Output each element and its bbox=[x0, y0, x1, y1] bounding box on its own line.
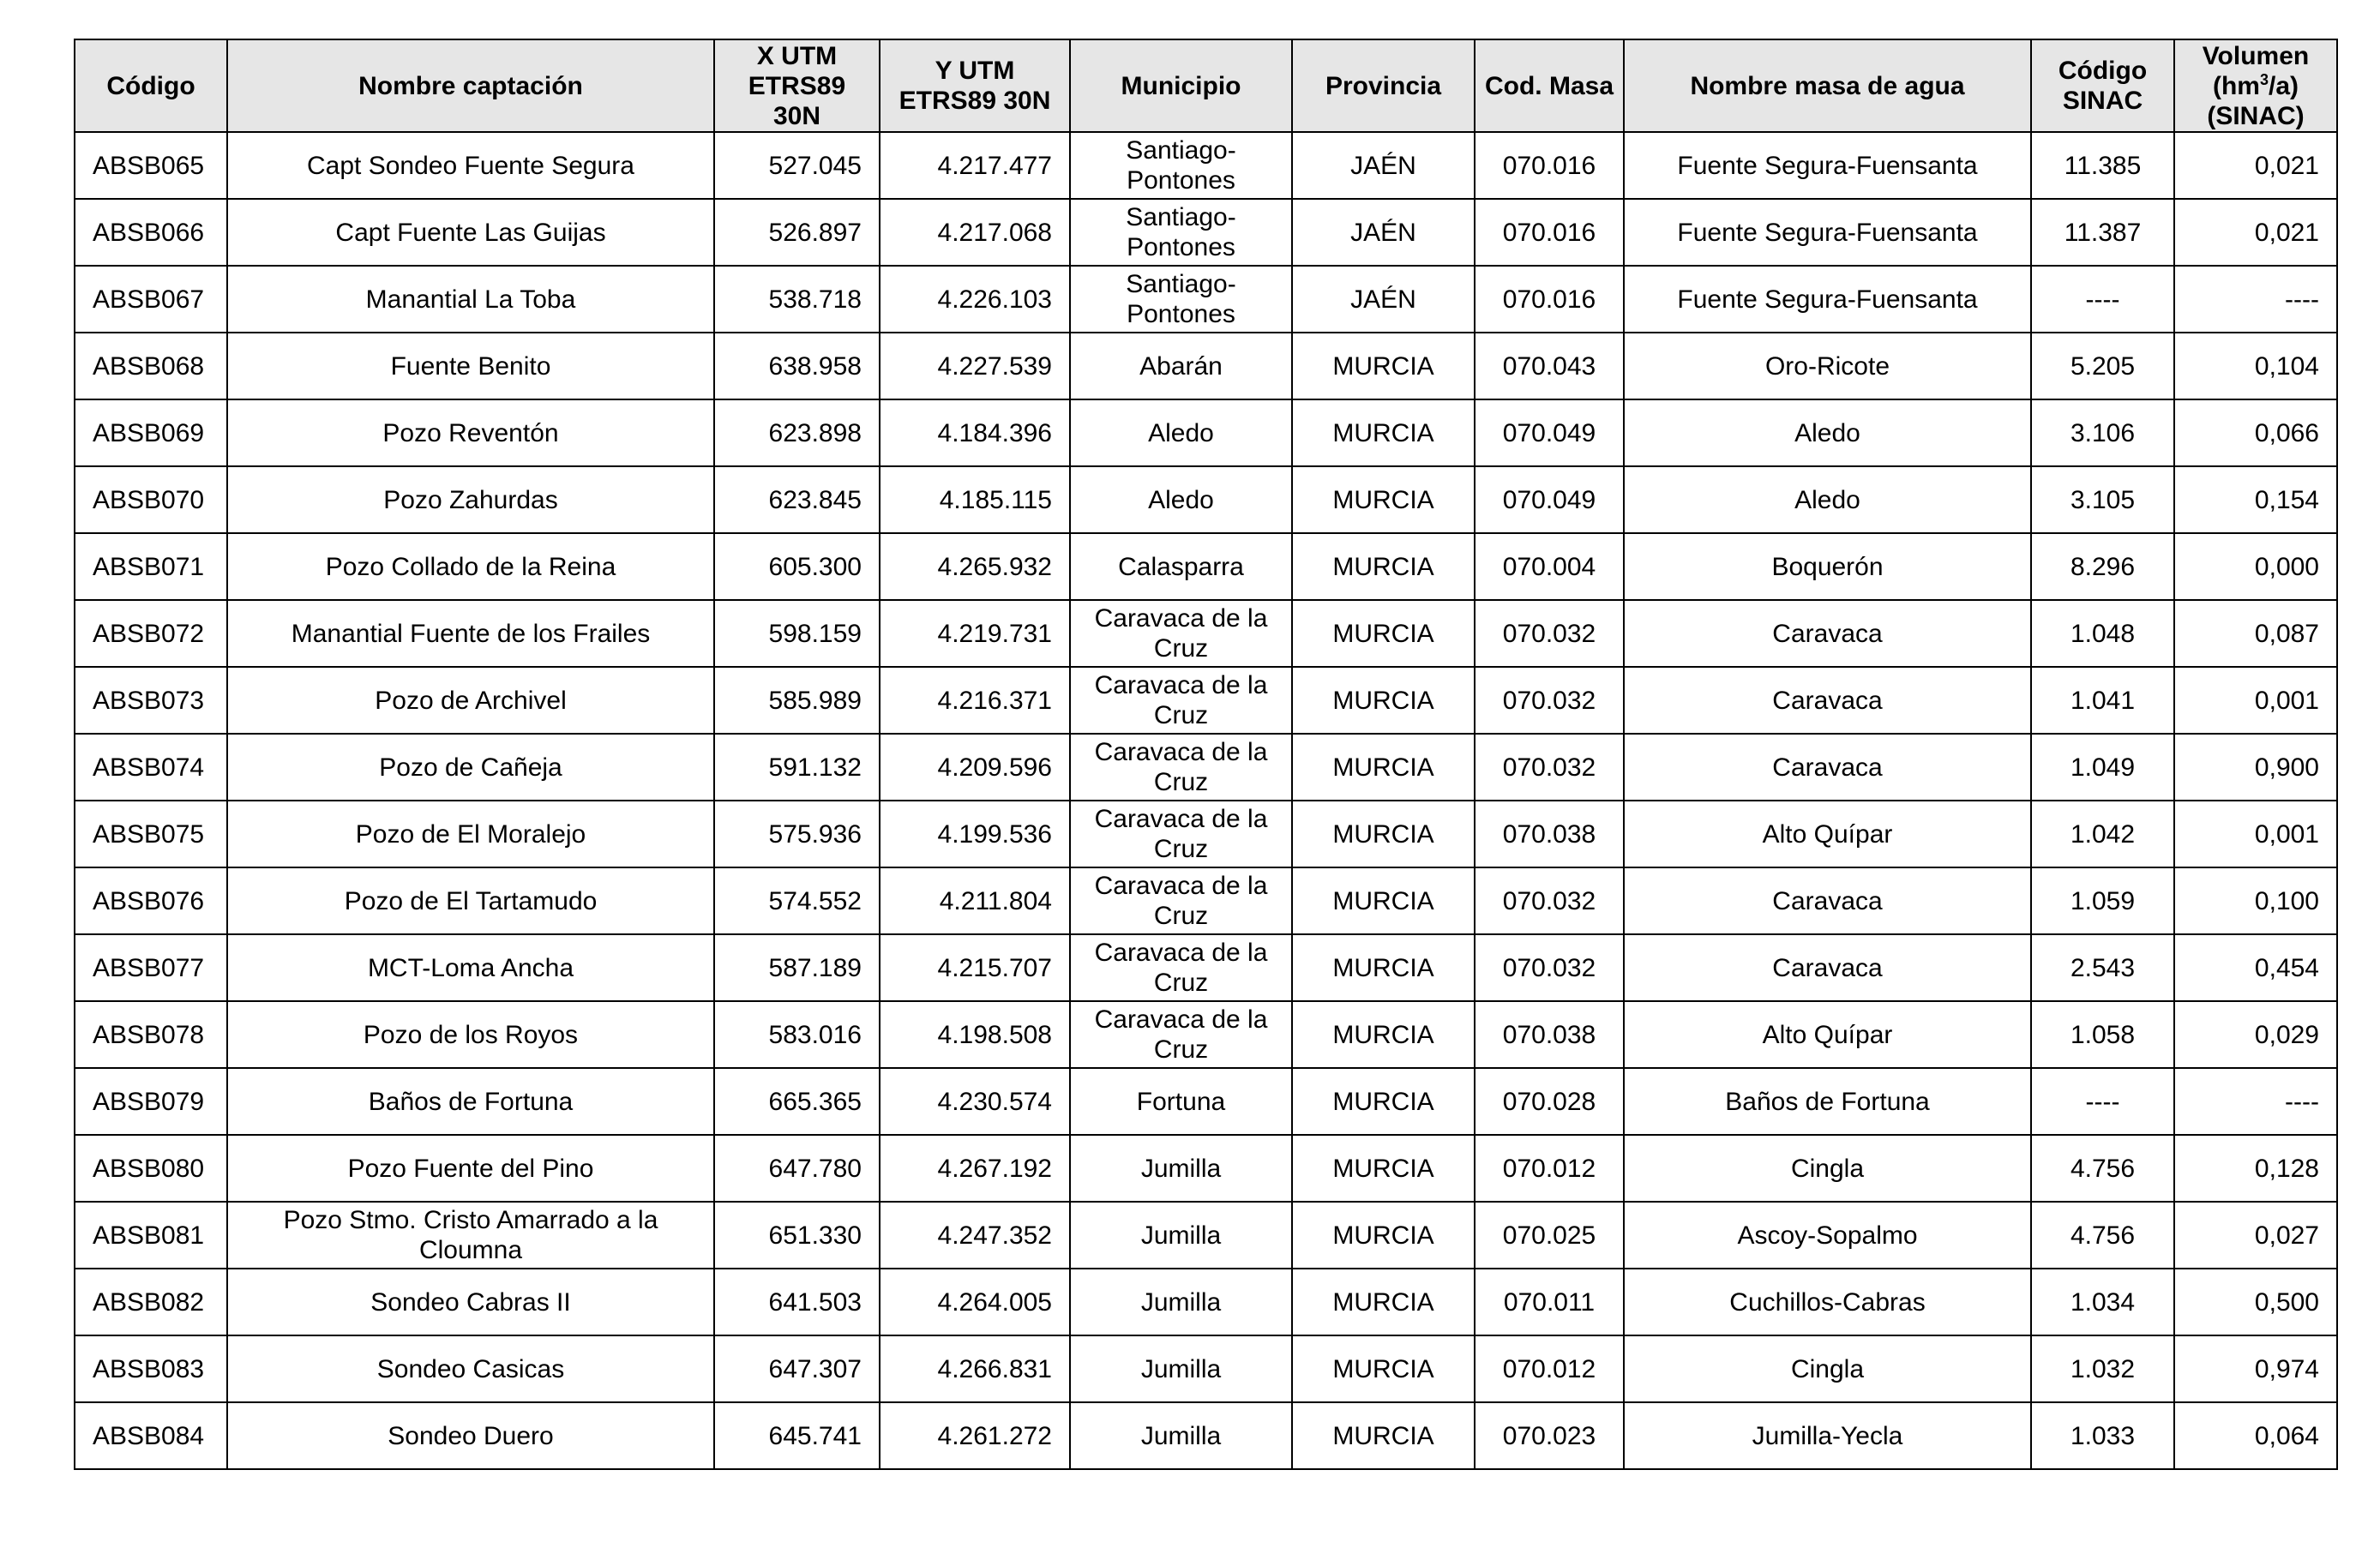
cell-codigo: ABSB077 bbox=[75, 934, 227, 1001]
cell-codigo-sinac: 1.034 bbox=[2031, 1269, 2174, 1335]
cell-nombre-masa: Cuchillos-Cabras bbox=[1624, 1269, 2031, 1335]
cell-y-utm: 4.217.068 bbox=[880, 199, 1070, 266]
cell-codigo-sinac: 11.387 bbox=[2031, 199, 2174, 266]
cell-volumen: ---- bbox=[2174, 1068, 2337, 1135]
cell-x-utm: 591.132 bbox=[714, 734, 880, 801]
cell-codigo: ABSB076 bbox=[75, 867, 227, 934]
cell-y-utm: 4.215.707 bbox=[880, 934, 1070, 1001]
table-row bbox=[75, 1335, 2337, 1402]
cell-volumen: 0,066 bbox=[2174, 399, 2337, 466]
cell-nombre-captacion: Capt Fuente Las Guijas bbox=[227, 199, 714, 266]
cell-volumen: 0,021 bbox=[2174, 132, 2337, 199]
cell-provincia: MURCIA bbox=[1292, 399, 1475, 466]
table-row bbox=[75, 399, 2337, 466]
cell-codigo: ABSB071 bbox=[75, 533, 227, 600]
cell-volumen: 0,154 bbox=[2174, 466, 2337, 533]
cell-y-utm: 4.226.103 bbox=[880, 266, 1070, 333]
cell-volumen: 0,087 bbox=[2174, 600, 2337, 667]
cell-cod-masa: 070.032 bbox=[1475, 600, 1624, 667]
cell-nombre-masa: Ascoy-Sopalmo bbox=[1624, 1202, 2031, 1269]
cell-provincia: MURCIA bbox=[1292, 667, 1475, 734]
cell-provincia: MURCIA bbox=[1292, 1269, 1475, 1335]
cell-cod-masa: 070.049 bbox=[1475, 399, 1624, 466]
cell-municipio: Aledo bbox=[1070, 466, 1292, 533]
cell-nombre-captacion: Sondeo Cabras II bbox=[227, 1269, 714, 1335]
cell-cod-masa: 070.032 bbox=[1475, 867, 1624, 934]
cell-cod-masa: 070.016 bbox=[1475, 132, 1624, 199]
cell-y-utm: 4.264.005 bbox=[880, 1269, 1070, 1335]
cell-codigo: ABSB075 bbox=[75, 801, 227, 867]
header-volumen-post: /a) (SINAC) bbox=[2207, 71, 2305, 130]
cell-nombre-masa: Boquerón bbox=[1624, 533, 2031, 600]
cell-municipio: Caravaca de la Cruz bbox=[1070, 801, 1292, 867]
cell-x-utm: 585.989 bbox=[714, 667, 880, 734]
cell-nombre-captacion: Pozo Zahurdas bbox=[227, 466, 714, 533]
cell-nombre-masa: Caravaca bbox=[1624, 667, 2031, 734]
cell-municipio: Santiago-Pontones bbox=[1070, 266, 1292, 333]
table-header bbox=[75, 39, 2337, 132]
cell-y-utm: 4.185.115 bbox=[880, 466, 1070, 533]
header-codigo-sinac: Código SINAC bbox=[2031, 39, 2174, 132]
header-row bbox=[75, 39, 2337, 132]
cell-codigo: ABSB070 bbox=[75, 466, 227, 533]
cell-codigo: ABSB069 bbox=[75, 399, 227, 466]
cell-nombre-masa: Caravaca bbox=[1624, 600, 2031, 667]
cell-nombre-masa: Caravaca bbox=[1624, 867, 2031, 934]
cell-nombre-masa: Cingla bbox=[1624, 1135, 2031, 1202]
table-row bbox=[75, 266, 2337, 333]
cell-nombre-captacion: Sondeo Duero bbox=[227, 1402, 714, 1469]
cell-x-utm: 527.045 bbox=[714, 132, 880, 199]
cell-nombre-masa: Baños de Fortuna bbox=[1624, 1068, 2031, 1135]
table-row bbox=[75, 801, 2337, 867]
cell-municipio: Caravaca de la Cruz bbox=[1070, 667, 1292, 734]
cell-provincia: MURCIA bbox=[1292, 1202, 1475, 1269]
cell-codigo-sinac: 11.385 bbox=[2031, 132, 2174, 199]
cell-municipio: Santiago-Pontones bbox=[1070, 199, 1292, 266]
header-x-utm: X UTM ETRS89 30N bbox=[714, 39, 880, 132]
cell-codigo: ABSB072 bbox=[75, 600, 227, 667]
cell-y-utm: 4.227.539 bbox=[880, 333, 1070, 399]
cell-volumen: 0,027 bbox=[2174, 1202, 2337, 1269]
cell-municipio: Jumilla bbox=[1070, 1402, 1292, 1469]
cell-y-utm: 4.219.731 bbox=[880, 600, 1070, 667]
cell-codigo-sinac: 1.033 bbox=[2031, 1402, 2174, 1469]
cell-provincia: MURCIA bbox=[1292, 1001, 1475, 1068]
table-row bbox=[75, 600, 2337, 667]
cell-volumen: 0,454 bbox=[2174, 934, 2337, 1001]
cell-nombre-captacion: Pozo Fuente del Pino bbox=[227, 1135, 714, 1202]
cell-codigo-sinac: ---- bbox=[2031, 266, 2174, 333]
cell-codigo: ABSB066 bbox=[75, 199, 227, 266]
cell-x-utm: 638.958 bbox=[714, 333, 880, 399]
cell-volumen: 0,001 bbox=[2174, 667, 2337, 734]
cell-codigo: ABSB067 bbox=[75, 266, 227, 333]
cell-x-utm: 538.718 bbox=[714, 266, 880, 333]
cell-codigo-sinac: 2.543 bbox=[2031, 934, 2174, 1001]
cell-y-utm: 4.198.508 bbox=[880, 1001, 1070, 1068]
cell-y-utm: 4.199.536 bbox=[880, 801, 1070, 867]
cell-cod-masa: 070.032 bbox=[1475, 934, 1624, 1001]
cell-nombre-captacion: Pozo de los Royos bbox=[227, 1001, 714, 1068]
cell-volumen: 0,064 bbox=[2174, 1402, 2337, 1469]
cell-volumen: 0,000 bbox=[2174, 533, 2337, 600]
cell-x-utm: 574.552 bbox=[714, 867, 880, 934]
cell-provincia: MURCIA bbox=[1292, 466, 1475, 533]
cell-codigo-sinac: 4.756 bbox=[2031, 1202, 2174, 1269]
cell-municipio: Caravaca de la Cruz bbox=[1070, 934, 1292, 1001]
cell-codigo-sinac: 5.205 bbox=[2031, 333, 2174, 399]
cell-nombre-masa: Jumilla-Yecla bbox=[1624, 1402, 2031, 1469]
cell-provincia: MURCIA bbox=[1292, 934, 1475, 1001]
cell-nombre-captacion: Pozo Stmo. Cristo Amarrado a la Cloumna bbox=[227, 1202, 714, 1269]
cell-nombre-captacion: Pozo de El Tartamudo bbox=[227, 867, 714, 934]
table-row bbox=[75, 1001, 2337, 1068]
cell-municipio: Jumilla bbox=[1070, 1335, 1292, 1402]
cell-cod-masa: 070.032 bbox=[1475, 667, 1624, 734]
cell-provincia: MURCIA bbox=[1292, 1068, 1475, 1135]
cell-codigo-sinac: 3.105 bbox=[2031, 466, 2174, 533]
cell-codigo: ABSB080 bbox=[75, 1135, 227, 1202]
cell-provincia: MURCIA bbox=[1292, 333, 1475, 399]
cell-nombre-masa: Alto Quípar bbox=[1624, 1001, 2031, 1068]
cell-x-utm: 647.307 bbox=[714, 1335, 880, 1402]
cell-codigo-sinac: 1.042 bbox=[2031, 801, 2174, 867]
cell-nombre-masa: Oro-Ricote bbox=[1624, 333, 2031, 399]
cell-codigo-sinac: 8.296 bbox=[2031, 533, 2174, 600]
cell-municipio: Calasparra bbox=[1070, 533, 1292, 600]
cell-cod-masa: 070.016 bbox=[1475, 199, 1624, 266]
table-row bbox=[75, 667, 2337, 734]
cell-nombre-masa: Aledo bbox=[1624, 399, 2031, 466]
captaciones-table bbox=[74, 39, 2338, 1470]
cell-x-utm: 575.936 bbox=[714, 801, 880, 867]
cell-nombre-masa: Fuente Segura-Fuensanta bbox=[1624, 132, 2031, 199]
cell-volumen: 0,974 bbox=[2174, 1335, 2337, 1402]
cell-codigo-sinac: 1.048 bbox=[2031, 600, 2174, 667]
cell-x-utm: 641.503 bbox=[714, 1269, 880, 1335]
cell-y-utm: 4.247.352 bbox=[880, 1202, 1070, 1269]
table-row bbox=[75, 934, 2337, 1001]
cell-nombre-captacion: Capt Sondeo Fuente Segura bbox=[227, 132, 714, 199]
cell-municipio: Jumilla bbox=[1070, 1135, 1292, 1202]
cell-nombre-captacion: Pozo de El Moralejo bbox=[227, 801, 714, 867]
cell-volumen: 0,500 bbox=[2174, 1269, 2337, 1335]
cell-municipio: Aledo bbox=[1070, 399, 1292, 466]
cell-provincia: MURCIA bbox=[1292, 734, 1475, 801]
cell-nombre-captacion: Pozo Reventón bbox=[227, 399, 714, 466]
cell-cod-masa: 070.038 bbox=[1475, 1001, 1624, 1068]
cell-municipio: Caravaca de la Cruz bbox=[1070, 1001, 1292, 1068]
cell-codigo-sinac: 1.059 bbox=[2031, 867, 2174, 934]
table-row bbox=[75, 132, 2337, 199]
table-row bbox=[75, 1402, 2337, 1469]
cell-y-utm: 4.230.574 bbox=[880, 1068, 1070, 1135]
cell-cod-masa: 070.028 bbox=[1475, 1068, 1624, 1135]
cell-y-utm: 4.266.831 bbox=[880, 1335, 1070, 1402]
cell-x-utm: 651.330 bbox=[714, 1202, 880, 1269]
cell-x-utm: 583.016 bbox=[714, 1001, 880, 1068]
cell-codigo-sinac: 1.032 bbox=[2031, 1335, 2174, 1402]
header-codigo: Código bbox=[75, 39, 227, 132]
cell-nombre-masa: Caravaca bbox=[1624, 734, 2031, 801]
header-nombre-captacion: Nombre captación bbox=[227, 39, 714, 132]
cell-cod-masa: 070.016 bbox=[1475, 266, 1624, 333]
cell-codigo-sinac: 4.756 bbox=[2031, 1135, 2174, 1202]
cell-codigo: ABSB081 bbox=[75, 1202, 227, 1269]
cell-nombre-masa: Fuente Segura-Fuensanta bbox=[1624, 266, 2031, 333]
header-y-utm: Y UTM ETRS89 30N bbox=[880, 39, 1070, 132]
table-row bbox=[75, 1269, 2337, 1335]
cell-x-utm: 526.897 bbox=[714, 199, 880, 266]
cell-provincia: MURCIA bbox=[1292, 533, 1475, 600]
header-provincia: Provincia bbox=[1292, 39, 1475, 132]
cell-municipio: Jumilla bbox=[1070, 1269, 1292, 1335]
cell-volumen: 0,001 bbox=[2174, 801, 2337, 867]
cell-municipio: Santiago-Pontones bbox=[1070, 132, 1292, 199]
cell-volumen: 0,029 bbox=[2174, 1001, 2337, 1068]
cell-y-utm: 4.184.396 bbox=[880, 399, 1070, 466]
cell-cod-masa: 070.011 bbox=[1475, 1269, 1624, 1335]
cell-volumen: 0,104 bbox=[2174, 333, 2337, 399]
cell-codigo-sinac: 3.106 bbox=[2031, 399, 2174, 466]
header-cod-masa: Cod. Masa bbox=[1475, 39, 1624, 132]
cell-codigo: ABSB065 bbox=[75, 132, 227, 199]
cell-volumen: ---- bbox=[2174, 266, 2337, 333]
cell-x-utm: 623.898 bbox=[714, 399, 880, 466]
cell-nombre-captacion: Manantial La Toba bbox=[227, 266, 714, 333]
cell-nombre-captacion: Pozo de Cañeja bbox=[227, 734, 714, 801]
cell-municipio: Caravaca de la Cruz bbox=[1070, 867, 1292, 934]
table-body bbox=[75, 132, 2337, 1469]
cell-nombre-captacion: MCT-Loma Ancha bbox=[227, 934, 714, 1001]
table-row bbox=[75, 1202, 2337, 1269]
cell-cod-masa: 070.043 bbox=[1475, 333, 1624, 399]
cell-volumen: 0,100 bbox=[2174, 867, 2337, 934]
cell-cod-masa: 070.004 bbox=[1475, 533, 1624, 600]
table-row bbox=[75, 1135, 2337, 1202]
cell-y-utm: 4.209.596 bbox=[880, 734, 1070, 801]
cell-y-utm: 4.267.192 bbox=[880, 1135, 1070, 1202]
table-row bbox=[75, 867, 2337, 934]
cell-provincia: JAÉN bbox=[1292, 266, 1475, 333]
cell-nombre-masa: Aledo bbox=[1624, 466, 2031, 533]
cell-nombre-masa: Caravaca bbox=[1624, 934, 2031, 1001]
cell-codigo: ABSB079 bbox=[75, 1068, 227, 1135]
cell-municipio: Abarán bbox=[1070, 333, 1292, 399]
table-row bbox=[75, 466, 2337, 533]
cell-cod-masa: 070.012 bbox=[1475, 1135, 1624, 1202]
table-row bbox=[75, 333, 2337, 399]
header-nombre-masa: Nombre masa de agua bbox=[1624, 39, 2031, 132]
cell-codigo-sinac: ---- bbox=[2031, 1068, 2174, 1135]
cell-provincia: MURCIA bbox=[1292, 867, 1475, 934]
cell-y-utm: 4.211.804 bbox=[880, 867, 1070, 934]
cell-x-utm: 623.845 bbox=[714, 466, 880, 533]
cell-x-utm: 645.741 bbox=[714, 1402, 880, 1469]
cell-y-utm: 4.217.477 bbox=[880, 132, 1070, 199]
cell-provincia: MURCIA bbox=[1292, 1335, 1475, 1402]
cell-nombre-captacion: Pozo de Archivel bbox=[227, 667, 714, 734]
cell-x-utm: 665.365 bbox=[714, 1068, 880, 1135]
cell-x-utm: 598.159 bbox=[714, 600, 880, 667]
cell-provincia: MURCIA bbox=[1292, 600, 1475, 667]
header-municipio: Municipio bbox=[1070, 39, 1292, 132]
cell-cod-masa: 070.038 bbox=[1475, 801, 1624, 867]
cell-y-utm: 4.265.932 bbox=[880, 533, 1070, 600]
cell-codigo: ABSB078 bbox=[75, 1001, 227, 1068]
cell-nombre-captacion: Sondeo Casicas bbox=[227, 1335, 714, 1402]
cell-codigo-sinac: 1.049 bbox=[2031, 734, 2174, 801]
cell-codigo-sinac: 1.041 bbox=[2031, 667, 2174, 734]
cell-nombre-captacion: Fuente Benito bbox=[227, 333, 714, 399]
cell-provincia: MURCIA bbox=[1292, 801, 1475, 867]
cell-nombre-masa: Fuente Segura-Fuensanta bbox=[1624, 199, 2031, 266]
cell-nombre-masa: Alto Quípar bbox=[1624, 801, 2031, 867]
cell-cod-masa: 070.025 bbox=[1475, 1202, 1624, 1269]
cell-provincia: JAÉN bbox=[1292, 199, 1475, 266]
cell-codigo-sinac: 1.058 bbox=[2031, 1001, 2174, 1068]
cell-volumen: 0,128 bbox=[2174, 1135, 2337, 1202]
cell-codigo: ABSB083 bbox=[75, 1335, 227, 1402]
cell-x-utm: 587.189 bbox=[714, 934, 880, 1001]
header-volumen bbox=[2174, 39, 2337, 132]
cell-codigo: ABSB068 bbox=[75, 333, 227, 399]
cell-municipio: Fortuna bbox=[1070, 1068, 1292, 1135]
cell-cod-masa: 070.032 bbox=[1475, 734, 1624, 801]
header-volumen-pre: Volumen (hm bbox=[2202, 41, 2310, 100]
cell-cod-masa: 070.049 bbox=[1475, 466, 1624, 533]
cell-x-utm: 605.300 bbox=[714, 533, 880, 600]
cell-codigo: ABSB074 bbox=[75, 734, 227, 801]
table-row bbox=[75, 1068, 2337, 1135]
cell-volumen: 0,021 bbox=[2174, 199, 2337, 266]
cell-nombre-captacion: Manantial Fuente de los Frailes bbox=[227, 600, 714, 667]
cell-nombre-captacion: Baños de Fortuna bbox=[227, 1068, 714, 1135]
cell-provincia: MURCIA bbox=[1292, 1402, 1475, 1469]
cell-municipio: Caravaca de la Cruz bbox=[1070, 600, 1292, 667]
cell-provincia: JAÉN bbox=[1292, 132, 1475, 199]
cell-codigo: ABSB082 bbox=[75, 1269, 227, 1335]
cell-cod-masa: 070.023 bbox=[1475, 1402, 1624, 1469]
cell-codigo: ABSB073 bbox=[75, 667, 227, 734]
cell-provincia: MURCIA bbox=[1292, 1135, 1475, 1202]
cell-volumen: 0,900 bbox=[2174, 734, 2337, 801]
table-row bbox=[75, 533, 2337, 600]
table-row bbox=[75, 199, 2337, 266]
table-row bbox=[75, 734, 2337, 801]
cell-nombre-captacion: Pozo Collado de la Reina bbox=[227, 533, 714, 600]
cell-y-utm: 4.216.371 bbox=[880, 667, 1070, 734]
cell-cod-masa: 070.012 bbox=[1475, 1335, 1624, 1402]
cell-municipio: Caravaca de la Cruz bbox=[1070, 734, 1292, 801]
cell-y-utm: 4.261.272 bbox=[880, 1402, 1070, 1469]
cell-x-utm: 647.780 bbox=[714, 1135, 880, 1202]
cell-nombre-masa: Cingla bbox=[1624, 1335, 2031, 1402]
header-volumen-sup: 3 bbox=[2259, 70, 2269, 88]
cell-codigo: ABSB084 bbox=[75, 1402, 227, 1469]
cell-municipio: Jumilla bbox=[1070, 1202, 1292, 1269]
